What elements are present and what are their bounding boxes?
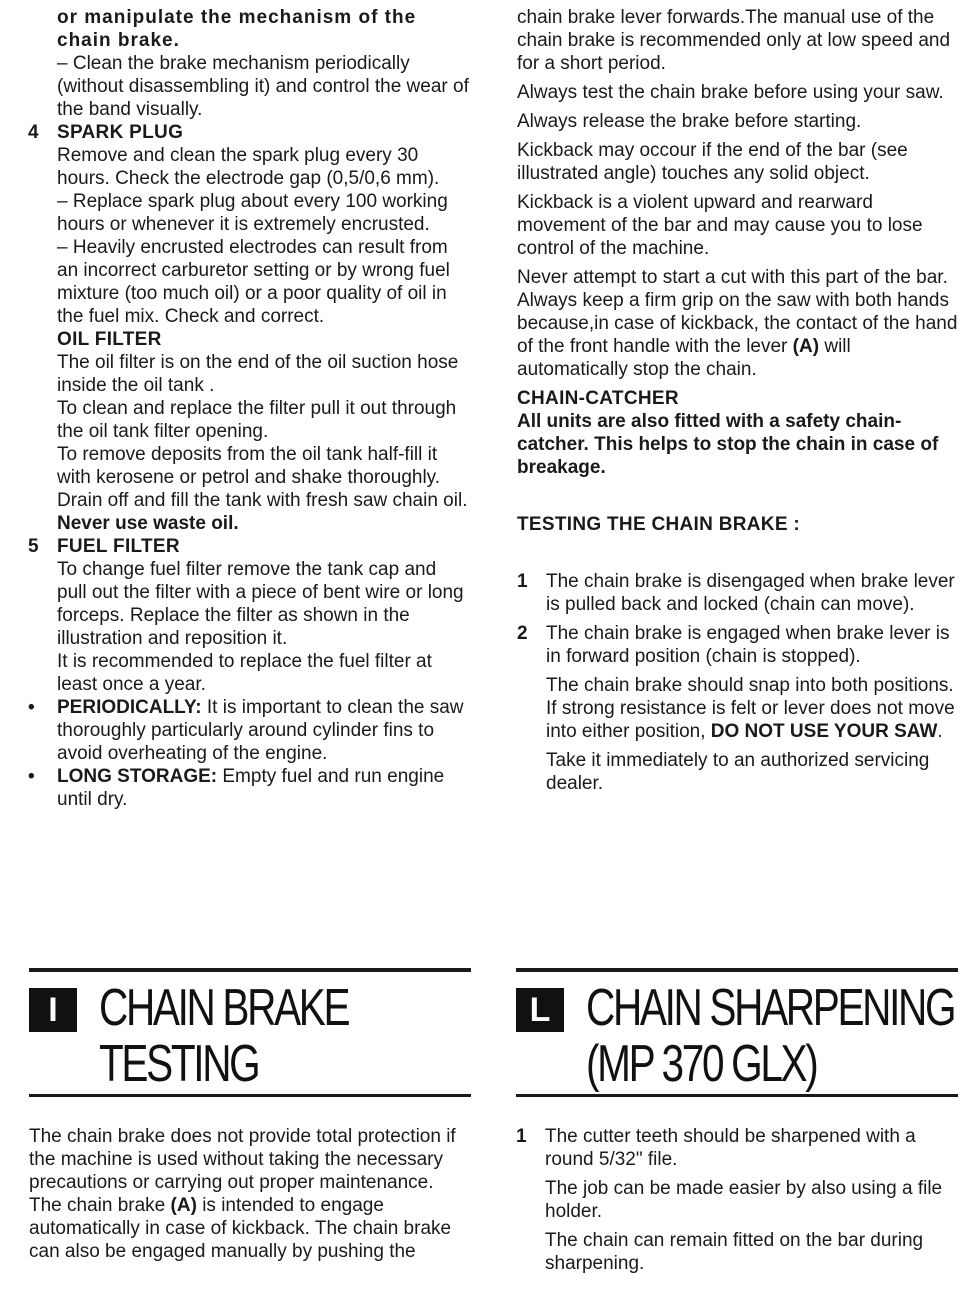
bullet-text: Empty fuel and run engine until dry. (57, 766, 445, 810)
oil-filter-heading: OIL FILTER (57, 329, 162, 350)
lever-ref: (A) (170, 1195, 197, 1216)
spark-plug-replace-text: – Replace spark plug about every 100 working hours or whenever it is extremely encrusted. (57, 191, 448, 235)
item-text: The chain brake is disengaged when brake lever is pulled back and locked (chain can move). (546, 571, 955, 615)
spark-plug-heading: SPARK PLUG (57, 122, 184, 143)
step-number: 4 (28, 122, 39, 143)
test-before-text: Always test the chain brake before using your saw. (517, 82, 944, 103)
list-item (517, 622, 959, 795)
section-title: CHAIN BRAKE TESTING (99, 979, 349, 1093)
file-text: The cutter teeth should be sharpened with a round 5/32" file. (545, 1126, 916, 1170)
release-text: Always release the brake before starting. (517, 111, 862, 132)
divider (516, 1094, 958, 1097)
bullet-periodically (28, 696, 470, 765)
spark-plug-section (28, 121, 470, 535)
protection-text: The chain brake does not provide total protection if the machine is used without taking the necessary precautions or carrying out proper maintenance. (29, 1126, 456, 1193)
divider (29, 1094, 471, 1097)
bullet-mark: • (28, 697, 35, 718)
bullet-label: PERIODICALLY: (57, 697, 202, 718)
do-not-use-warning: DO NOT USE YOUR SAW (710, 721, 938, 742)
section-letter-badge: L (516, 988, 564, 1032)
oil-filter-clean-text: To clean and replace the filter pull it out through the oil tank filter opening. (57, 398, 457, 442)
fuel-filter-interval-text: It is recommended to replace the fuel filter at least once a year. (57, 651, 432, 695)
list-item (517, 570, 959, 616)
bullet-text: It is important to clean the saw thoroughly particularly around cylinder fins to avoid overheating of the engine. (57, 697, 464, 764)
item-number: 1 (517, 571, 528, 592)
left-column (28, 6, 470, 811)
step-number: 5 (28, 536, 39, 557)
bullet-label: LONG STORAGE: (57, 766, 218, 787)
oil-filter-deposit-text: To remove deposits from the oil tank half-fill it with kerosene or petrol and shake thoroughly. Drain off and fill the tank with fresh saw chain oil. (57, 444, 468, 511)
resistance-text: If strong resistance is felt or lever does not move into either position, DO NOT USE YOUR SAW. (546, 698, 955, 742)
kickback-occur-text: Kickback may occour if the end of the bar (see illustrated angle) touches any solid object. (517, 140, 908, 184)
right-column (517, 6, 959, 795)
chain-catcher-heading: CHAIN-CATCHER (517, 388, 679, 409)
lead-text: or manipulate the mechanism of the chain brake. (57, 7, 417, 51)
brake-clean-text: – Clean the brake mechanism periodically (without disassembling it) and control the wear of the band visually. (57, 53, 469, 120)
item-text: The chain brake is engaged when brake lever is in forward position (chain is stopped). (546, 623, 950, 667)
section-letter-badge: I (29, 988, 77, 1032)
spark-plug-text: Remove and clean the spark plug every 30 hours. Check the electrode gap (0,5/0,6 mm). (57, 145, 440, 189)
bullet-mark: • (28, 766, 35, 787)
testing-heading: TESTING THE CHAIN BRAKE : (517, 514, 800, 535)
bullet-long-storage (28, 765, 470, 811)
dealer-text: Take it immediately to an authorized servicing dealer. (546, 750, 930, 794)
oil-filter-text: The oil filter is on the end of the oil suction hose inside the oil tank . (57, 352, 459, 396)
chain-catcher-text: All units are also fitted with a safety chain-catcher. This helps to stop the chain in case of breakage. (517, 411, 939, 478)
fuel-filter-text: To change fuel filter remove the tank cap and pull out the filter with a piece of bent wire or long forceps. Replace the filter as shown in the illustration and reposition it. (57, 559, 464, 649)
kickback-definition-text: Kickback is a violent upward and rearward movement of the bar and may cause you to lose control of the machine. (517, 192, 923, 259)
engage-text: The chain brake (A) is intended to engage automatically in case of kickback. The chain brake can also be engaged manually by pushing the (29, 1195, 452, 1262)
manual-use-text: chain brake lever forwards.The manual use of the chain brake is recommended only at low speed and for a short period. (517, 7, 951, 74)
lever-ref: (A) (792, 336, 820, 357)
grip-text: Never attempt to start a cut with this part of the bar. Always keep a firm grip on the saw with both hands because,in case of kickback, the contact of the hand of the front handle with the lever (A) will automatically stop the chain. (517, 267, 958, 380)
list-item (516, 1125, 958, 1275)
fitted-text: The chain can remain fitted on the bar during sharpening. (545, 1230, 924, 1274)
spark-plug-encrusted-text: – Heavily encrusted electrodes can result from an incorrect carburetor setting or by wrong fuel mixture (too much oil) or a poor quality of oil in the fuel mix. Check and correct. (57, 237, 450, 327)
file-holder-text: The job can be made easier by also using a file holder. (545, 1178, 943, 1222)
fuel-filter-section (28, 535, 470, 696)
item-number: 1 (516, 1126, 527, 1147)
item-number: 2 (517, 623, 528, 644)
section-title: CHAIN SHARPENING (MP 370 GLX) (586, 979, 955, 1093)
oil-warning: Never use waste oil. (57, 513, 239, 534)
snap-text: The chain brake should snap into both positions. (546, 675, 954, 696)
section-chain-sharpening (516, 968, 958, 1275)
section-chain-brake-testing (29, 968, 471, 1263)
fuel-filter-heading: FUEL FILTER (57, 536, 180, 557)
